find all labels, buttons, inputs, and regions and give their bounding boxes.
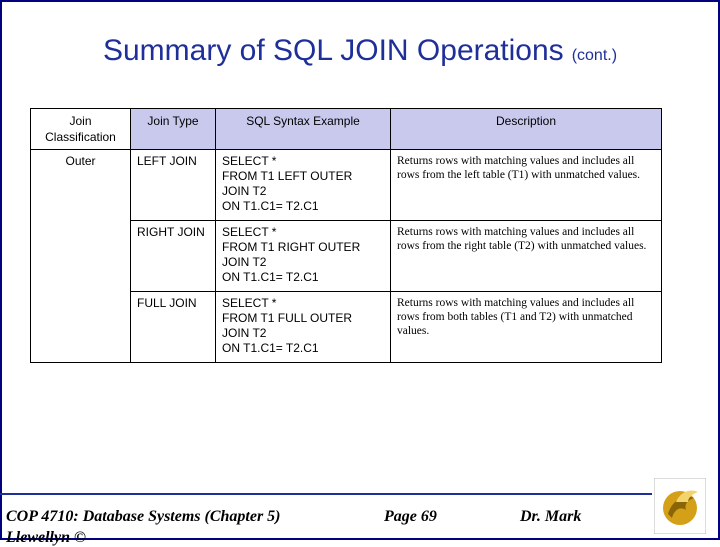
ucf-pegasus-logo-icon xyxy=(654,478,706,534)
sql-line: SELECT * xyxy=(222,296,277,310)
header-join-classification: Join Classification xyxy=(31,109,131,150)
header-description: Description xyxy=(391,109,662,150)
cell-description: Returns rows with matching values and includes all rows from the left table (T1) with unmatched values. xyxy=(391,150,662,221)
cell-join-type: RIGHT JOIN xyxy=(131,221,216,292)
cell-description: Returns rows with matching values and includes all rows from both tables (T1 and T2) with unmatched values. xyxy=(391,292,662,363)
sql-line: FROM T1 FULL OUTER xyxy=(222,311,353,325)
cell-classification xyxy=(31,221,131,292)
slide-title xyxy=(0,34,720,68)
sql-line: ON T1.C1= T2.C1 xyxy=(222,341,319,355)
sql-line: JOIN T2 xyxy=(222,255,267,269)
footer-author-overflow: Llewellyn © xyxy=(6,529,86,546)
header-join-type: Join Type xyxy=(131,109,216,150)
cell-join-type: FULL JOIN xyxy=(131,292,216,363)
sql-line: FROM T1 RIGHT OUTER xyxy=(222,240,361,254)
footer-page-number: Page 69 xyxy=(384,508,437,525)
cell-join-type: LEFT JOIN xyxy=(131,150,216,221)
table-row xyxy=(31,292,662,363)
table-header-row xyxy=(31,109,662,150)
footer-author: Dr. Mark xyxy=(520,508,582,525)
cell-sql xyxy=(216,150,391,221)
footer-course: COP 4710: Database Systems (Chapter 5) xyxy=(6,508,281,525)
table-row xyxy=(31,221,662,292)
sql-line: ON T1.C1= T2.C1 xyxy=(222,270,319,284)
sql-line: JOIN T2 xyxy=(222,184,267,198)
title-suffix: (cont.) xyxy=(571,47,618,64)
sql-line: SELECT * xyxy=(222,225,277,239)
sql-line: SELECT * xyxy=(222,154,277,168)
sql-line: ON T1.C1= T2.C1 xyxy=(222,199,319,213)
cell-classification xyxy=(31,292,131,363)
sql-line: FROM T1 LEFT OUTER xyxy=(222,169,353,183)
header-sql-syntax: SQL Syntax Example xyxy=(216,109,391,150)
cell-sql xyxy=(216,292,391,363)
cell-description: Returns rows with matching values and includes all rows from the right table (T2) with unmatched values. xyxy=(391,221,662,292)
table-row xyxy=(31,150,662,221)
cell-sql xyxy=(216,221,391,292)
title-text: Summary of SQL JOIN Operations xyxy=(102,34,564,67)
sql-line: JOIN T2 xyxy=(222,326,267,340)
footer-divider xyxy=(0,493,652,495)
cell-classification: Outer xyxy=(31,150,131,221)
join-summary-table xyxy=(30,108,662,363)
